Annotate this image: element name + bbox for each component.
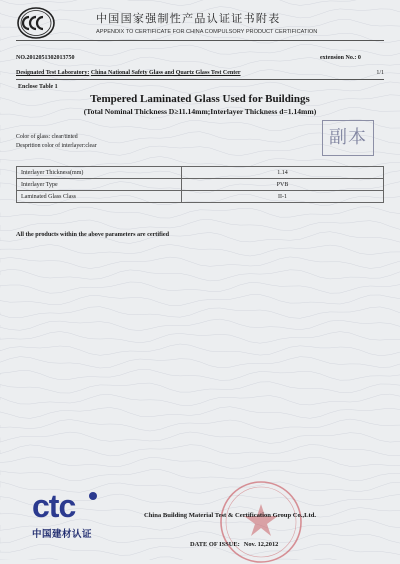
issue-date-value: Nov. 12,2012 [243,541,279,548]
ctc-chinese-name: 中国建材认证 [32,529,93,540]
table-row [17,191,384,203]
certification-note: All the products within the above parameters are certified [16,231,170,238]
ctc-logo-text: ctc [32,488,76,523]
issuing-organization: China Building Material Test & Certification Group Co.,Ltd. [144,512,317,519]
copy-stamp: 副本 [322,120,374,156]
issue-date [190,541,278,548]
header-divider [16,40,384,41]
title-chinese: 中国国家强制性产品认证证书附表 [96,12,281,25]
parameter-value: II-1 [182,191,384,203]
ctc-logo [30,487,100,523]
enclose-table-label: Enclose Table 1 [18,84,58,90]
page-number: 1/1 [376,70,384,76]
test-laboratory [16,70,384,76]
parameter-value: PVB [182,179,384,191]
document-title: Tempered Laminated Glass Used for Buildings [90,93,310,105]
lab-divider [16,79,384,80]
certificate-number: NO.2012051302013750 [16,55,75,61]
lab-label: Designated Test Laboratory: [16,70,90,76]
glass-color: Color of glass: clear/tinted [16,134,78,140]
title-english: APPENDIX TO CERTIFICATE FOR CHINA COMPULSORY PRODUCT CERTIFICATION [96,29,318,35]
ccc-logo [16,6,56,40]
document-subtitle: (Total Nominal Thickness D≥11.14mm;Interlayer Thickness d=1.14mm) [83,107,317,116]
table-row [17,167,384,179]
lab-name: China National Safety Glass and Quartz Glass Test Center [90,70,241,76]
parameter-label: Interlayer Type [17,179,182,191]
parameter-label: Interlayer Thickness(mm) [17,167,182,179]
extension-number: extension No.: 0 [320,55,361,61]
interlayer-color: Desprition color of interlayer:clear [16,143,97,149]
table-row [17,179,384,191]
parameter-table [16,166,384,203]
official-seal [206,474,316,564]
issue-date-label: DATE OF ISSUE: [190,541,240,548]
parameter-value: 1.14 [182,167,384,179]
parameter-label: Laminated Glass Class [17,191,182,203]
